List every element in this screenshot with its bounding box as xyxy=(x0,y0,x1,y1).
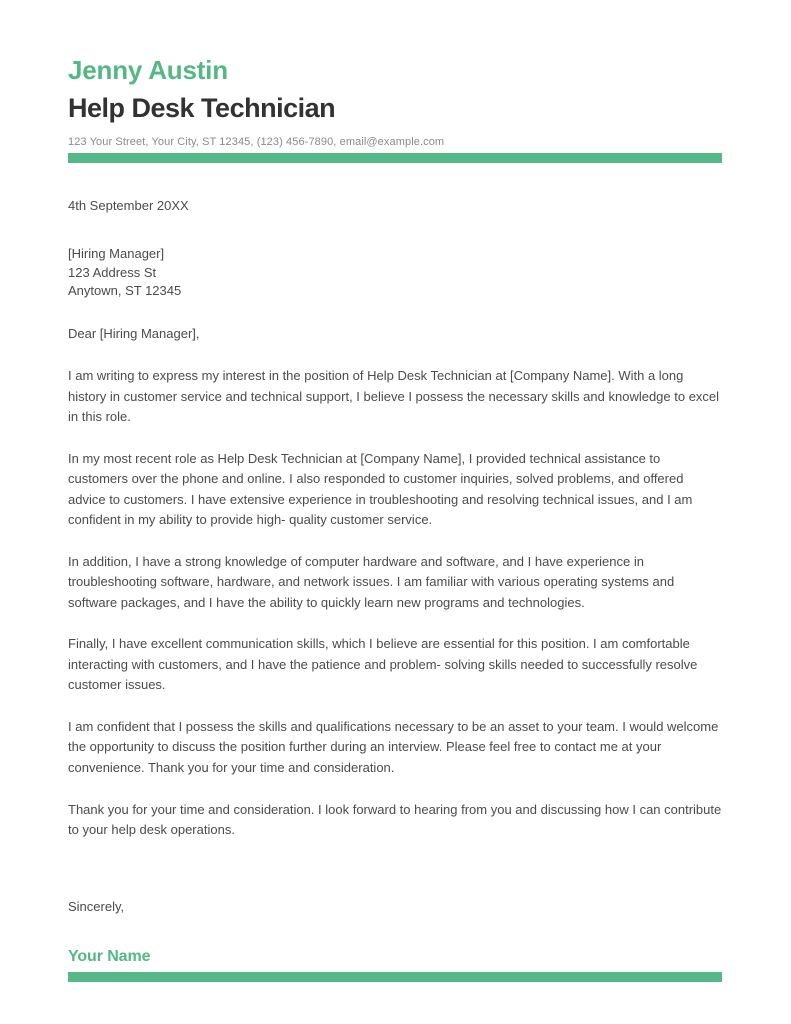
salutation: Dear [Hiring Manager], xyxy=(68,326,200,342)
sign-off: Sincerely, xyxy=(68,898,125,914)
recipient-address-block xyxy=(68,245,722,300)
body-paragraph: I am writing to express my interest in the position of Help Desk Technician at [Company Name]. With a long history in customer service and technical support, I believe I possess the necessary skills and knowledge to excel in this role. xyxy=(68,368,720,425)
header-accent-bar xyxy=(68,153,722,163)
body-paragraph: I am confident that I possess the skills and qualifications necessary to be an asset to your team. I would welcome the opportunity to discuss the position further during an interview. Please feel free to contact me at your convenience. Thank you for your time and consideration. xyxy=(68,718,719,775)
letter-date: 4th September 20XX xyxy=(68,197,189,213)
recipient-line-2: 123 Address St xyxy=(68,264,157,280)
signature-name: Your Name xyxy=(68,948,151,966)
document-content xyxy=(68,0,722,982)
body-paragraph: In my most recent role as Help Desk Technician at [Company Name], I provided technical assistance to customers over the phone and online. I also responded to customer inquiries, solved problems, and offered advice to customers. I have extensive experience in troubleshooting and resolving technical issues, and I am confident in my ability to provide high- quality customer service. xyxy=(68,450,693,528)
letter-body xyxy=(68,196,722,983)
body-paragraph: Finally, I have excellent communication skills, which I believe are essential for this position. I am comfortable interacting with customers, and I have the patience and problem- solving skills needed to successfully resolve customer issues. xyxy=(68,636,698,693)
applicant-name: Jenny Austin xyxy=(68,55,228,85)
recipient-line-3: Anytown, ST 12345 xyxy=(68,283,182,299)
recipient-line-1: [Hiring Manager] xyxy=(68,246,165,262)
body-paragraph: Thank you for your time and consideration. I look forward to hearing from you and discussing how I can contribute to your help desk operations. xyxy=(68,801,722,838)
page-title: Help Desk Technician xyxy=(68,92,336,123)
contact-info-line: 123 Your Street, Your City, ST 12345, (123) 456-7890, email@example.com xyxy=(68,136,445,149)
footer-accent-bar xyxy=(68,972,722,982)
body-paragraph: In addition, I have a strong knowledge of computer hardware and software, and I have experience in troubleshooting software, hardware, and network issues. I am familiar with various operating systems and software packages, and I have the ability to quickly learn new programs and technologies. xyxy=(68,553,675,610)
letterhead xyxy=(68,0,722,163)
